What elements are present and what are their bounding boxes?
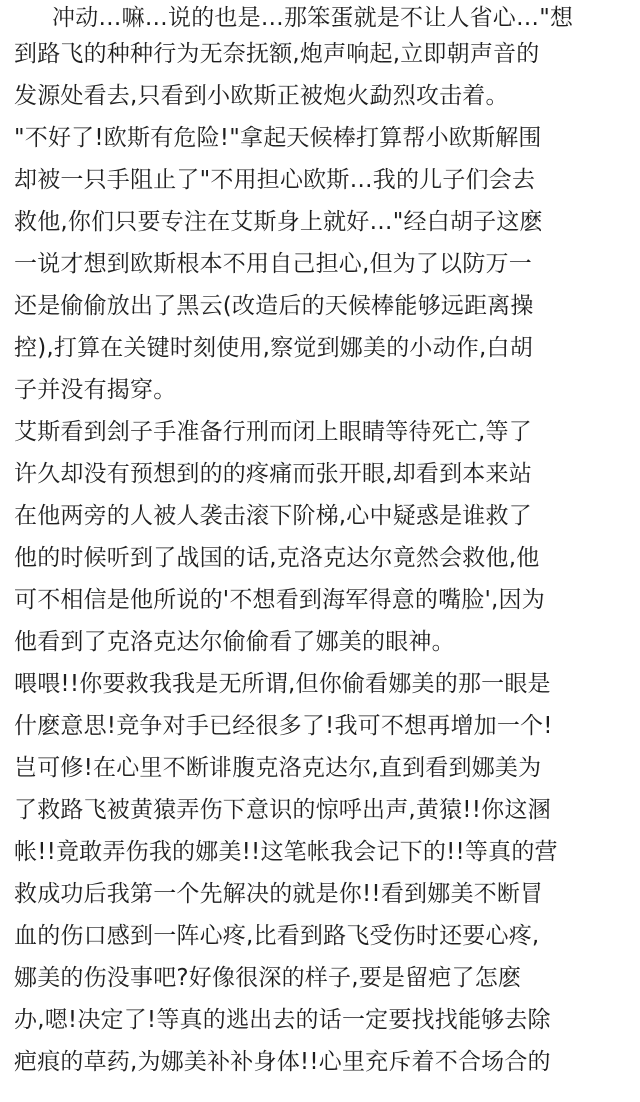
text-line: 艾斯看到刽子手准备行刑而闭上眼睛等待死亡,等了: [14, 419, 532, 445]
text-line: 了救路飞被黄猿弄伤下意识的惊呼出声,黄猿!!你这溷: [14, 797, 551, 823]
text-line: 一说才想到欧斯根本不用自己担心,但为了以防万一: [14, 251, 532, 277]
text-line: 在他两旁的人被人袭击滚下阶梯,心中疑惑是谁救了: [14, 503, 532, 529]
text-line: 到路飞的种种行为无奈抚额,炮声响起,立即朝声音的: [14, 41, 540, 67]
text-line: 什麽意思!竞争对手已经很多了!我可不想再增加一个!: [14, 713, 553, 739]
text-line: 子并没有揭穿。: [14, 377, 177, 403]
text-line: 还是偷偷放出了黑云(改造后的天候棒能够远距离操: [14, 293, 534, 319]
text-line: 救成功后我第一个先解决的就是你!!看到娜美不断冒: [14, 881, 544, 907]
text-line: 控),打算在关键时刻使用,察觉到娜美的小动作,白胡: [14, 335, 533, 361]
text-line: 他的时候听到了战国的话,克洛克达尔竟然会救他,他: [14, 545, 540, 571]
text-line: 办,嗯!决定了!等真的逃出去的话一定要找找能够去除: [14, 1007, 551, 1033]
text-line: 血的伤口感到一阵心疼,比看到路飞受伤时还要心疼,: [14, 923, 540, 949]
text-line: 发源处看去,只看到小欧斯正被炮火勐烈攻击着。: [14, 83, 509, 109]
text-line: 帐!!竟敢弄伤我的娜美!!这笔帐我会记下的!!等真的营: [14, 839, 558, 865]
text-line: 许久却没有预想到的的疼痛而张开眼,却看到本来站: [14, 461, 532, 487]
text-line: 救他,你们只要专注在艾斯身上就好…"经白胡子这麽: [14, 209, 543, 235]
text-line: 岂可修!在心里不断诽腹克洛克达尔,直到看到娜美为: [14, 755, 542, 781]
text-line: 却被一只手阻止了"不用担心欧斯…我的儿子们会去: [14, 167, 536, 193]
text-line: "不好了!欧斯有危险!"拿起天候棒打算帮小欧斯解围: [14, 125, 542, 151]
text-line: 冲动…嘛…说的也是…那笨蛋就是不让人省心…"想: [52, 5, 574, 31]
text-line: 他看到了克洛克达尔偷偷看了娜美的眼神。: [14, 629, 455, 655]
text-line: 疤痕的草药,为娜美补补身体!!心里充斥着不合场合的: [14, 1049, 551, 1075]
text-line: 娜美的伤没事吧?好像很深的样子,要是留疤了怎麽: [14, 965, 522, 991]
text-line: 可不相信是他所说的'不想看到海军得意的嘴脸',因为: [14, 587, 545, 613]
text-line: 喂喂!!你要救我我是无所谓,但你偷看娜美的那一眼是: [14, 671, 551, 697]
